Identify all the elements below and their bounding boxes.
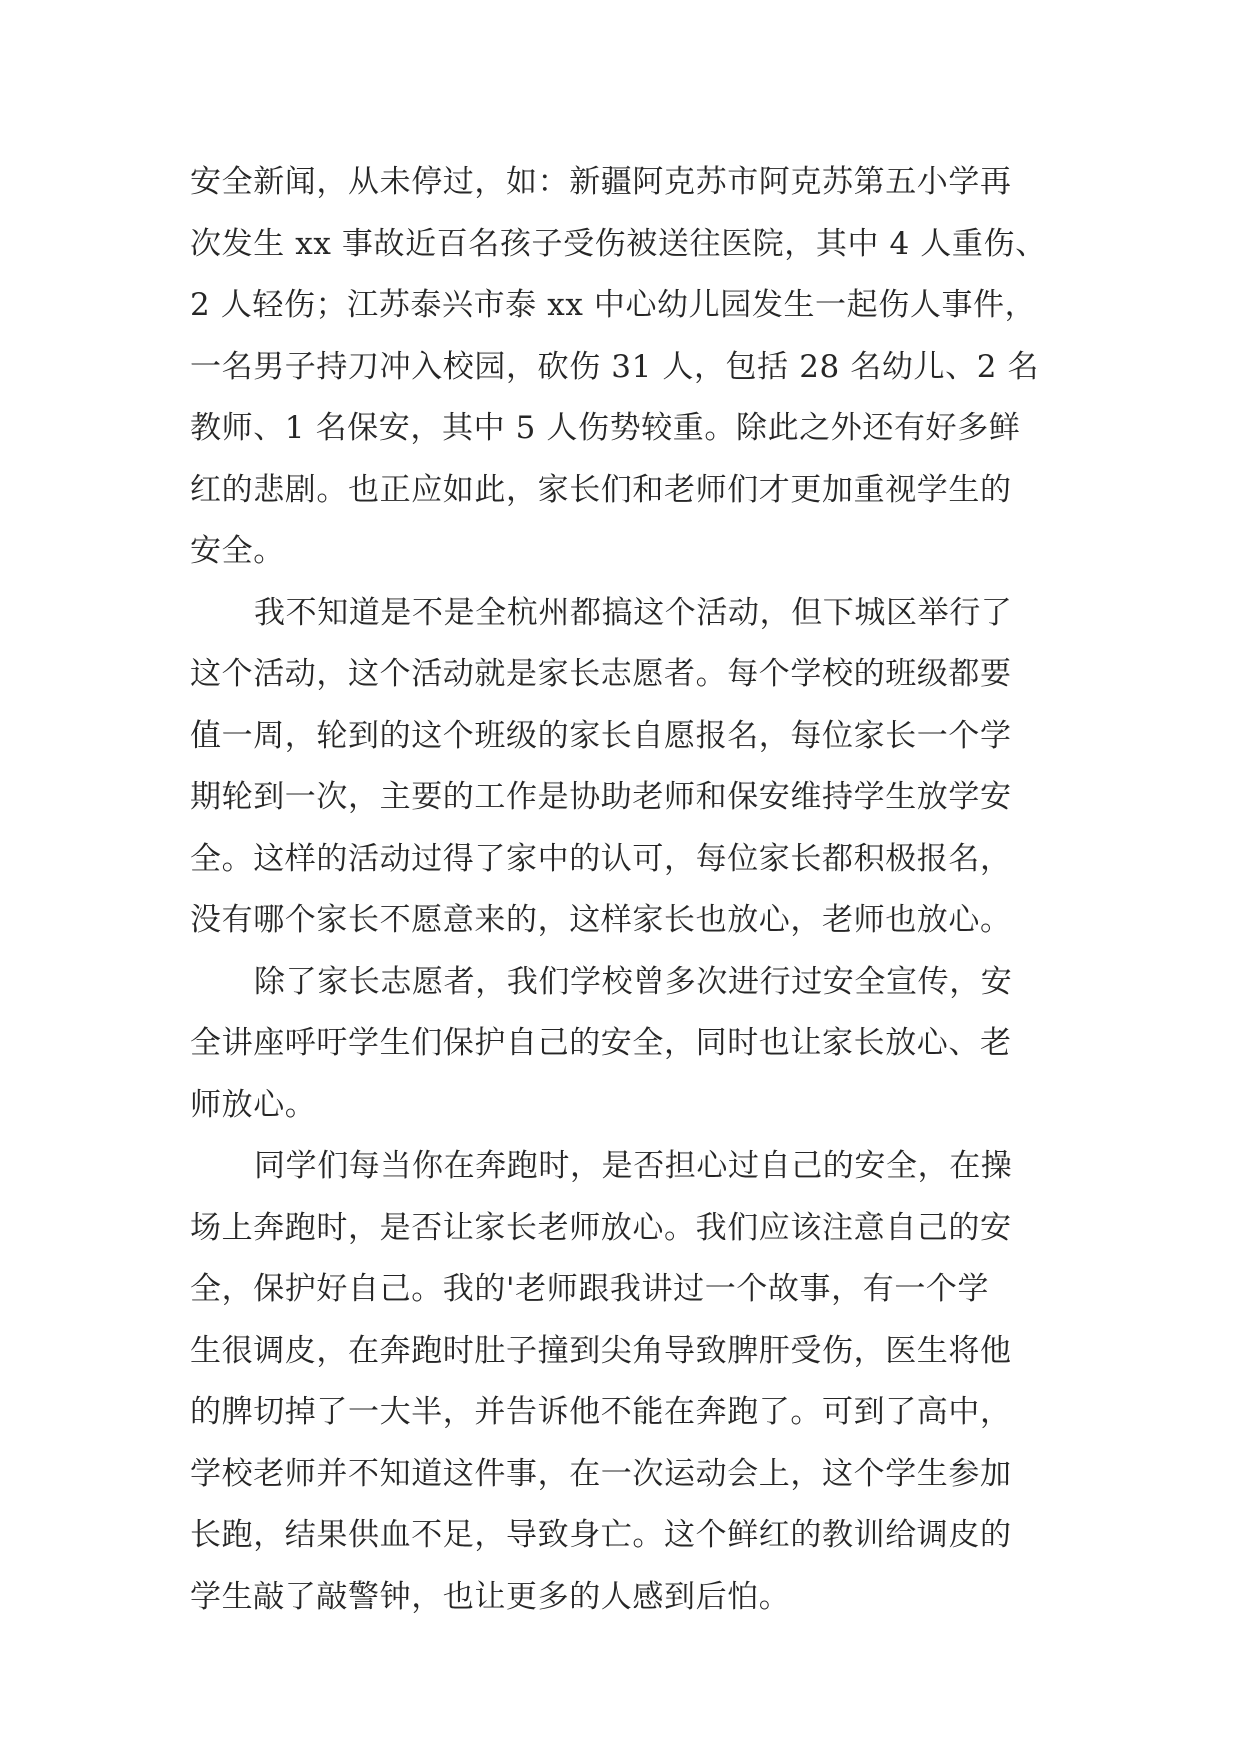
text-line: 我不知道是不是全杭州都搞这个活动，但下城区举行了 xyxy=(254,594,1013,631)
text-line: 全。这样的活动过得了家中的认可，每位家长都积极报名， xyxy=(190,840,1012,877)
text-line: 这个活动，这个活动就是家长志愿者。每个学校的班级都要 xyxy=(190,656,1012,692)
text-line: 安全新闻，从未停过，如：新疆阿克苏市阿克苏第五小学再 xyxy=(190,164,1012,200)
text-line: 全讲座呼吁学生们保护自己的安全，同时也让家长放心、老 xyxy=(190,1025,1012,1061)
text-line: 学生敲了敲警钟，也让更多的人感到后怕。 xyxy=(190,1578,791,1615)
text-line: 除了家长志愿者，我们学校曾多次进行过安全宣传，安 xyxy=(254,963,1013,1000)
text-line: 场上奔跑时，是否让家长老师放心。我们应该注意自己的安 xyxy=(190,1209,1012,1246)
text-line: 长跑，结果供血不足，导致身亡。这个鲜红的教训给调皮的 xyxy=(190,1517,1012,1553)
paragraph-2 xyxy=(190,583,1052,952)
text-line: 安全。 xyxy=(190,533,285,569)
text-line: 教师、1 名保安，其中 5 人伤势较重。除此之外还有好多鲜 xyxy=(190,410,1021,446)
paragraph-4 xyxy=(190,1136,1052,1628)
paragraph-1 xyxy=(190,152,1052,583)
text-line: 没有哪个家长不愿意来的，这样家长也放心，老师也放心。 xyxy=(190,902,1012,938)
text-line: 学校老师并不知道这件事，在一次运动会上，这个学生参加 xyxy=(190,1455,1012,1492)
text-line: 生很调皮，在奔跑时肚子撞到尖角导致脾肝受伤，医生将他 xyxy=(190,1332,1012,1369)
text-line: 次发生 xx 事故近百名孩子受伤被送往医院，其中 4 人重伤、 xyxy=(190,225,1047,262)
text-line: 师放心。 xyxy=(190,1086,317,1123)
text-line: 的脾切掉了一大半，并告诉他不能在奔跑了。可到了高中， xyxy=(190,1394,1012,1430)
text-line: 2 人轻伤；江苏泰兴市泰 xx 中心幼儿园发生一起伤人事件， xyxy=(190,287,1037,323)
text-line: 红的悲剧。也正应如此，家长们和老师们才更加重视学生的 xyxy=(190,471,1012,508)
paragraph-3 xyxy=(190,952,1052,1137)
text-line: 一名男子持刀冲入校园，砍伤 31 人，包括 28 名幼儿、2 名 xyxy=(190,348,1040,385)
document-body xyxy=(190,152,1052,1628)
text-line: 全，保护好自己。我的'老师跟我讲过一个故事，有一个学 xyxy=(190,1271,990,1307)
text-line: 期轮到一次，主要的工作是协助老师和保安维持学生放学安 xyxy=(190,779,1012,815)
text-line: 值一周，轮到的这个班级的家长自愿报名，每位家长一个学 xyxy=(190,717,1012,754)
text-line: 同学们每当你在奔跑时，是否担心过自己的安全，在操 xyxy=(254,1148,1013,1184)
